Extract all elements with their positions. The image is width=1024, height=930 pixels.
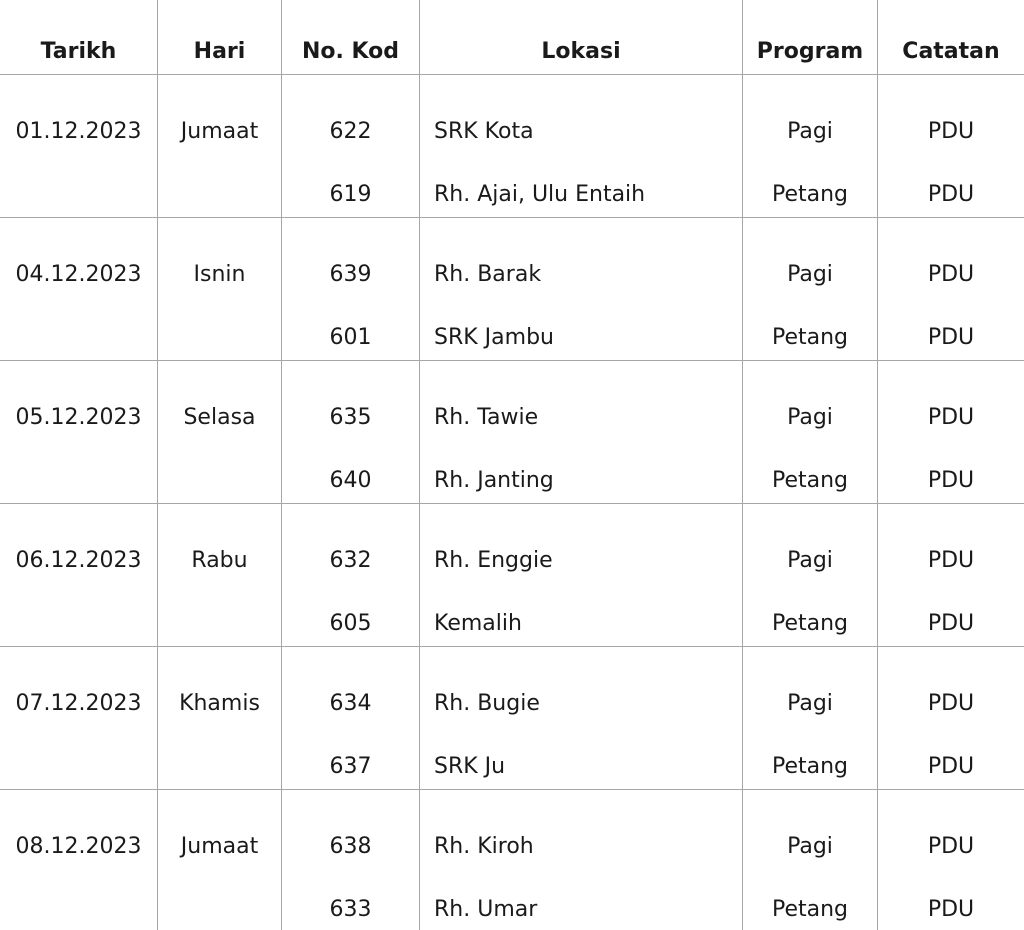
location-cell — [420, 647, 743, 789]
day-cell — [158, 647, 282, 789]
column-header-label: Program — [756, 39, 864, 64]
code-value-morning: 622 — [329, 119, 372, 144]
note-cell — [878, 218, 1024, 360]
code-cell — [282, 504, 420, 646]
location-value-afternoon: Rh. Janting — [434, 468, 554, 493]
code-cell — [282, 75, 420, 217]
program-value-afternoon: Petang — [771, 754, 849, 779]
code-value-morning: 632 — [329, 548, 372, 573]
code-value-morning: 638 — [329, 834, 372, 859]
day-value: Jumaat — [180, 119, 259, 144]
note-value-morning: PDU — [927, 405, 975, 430]
column-header-label: Hari — [193, 39, 246, 64]
note-value-morning: PDU — [927, 691, 975, 716]
program-cell — [743, 75, 878, 217]
program-cell — [743, 504, 878, 646]
note-cell — [878, 75, 1024, 217]
program-cell — [743, 361, 878, 503]
note-value-morning: PDU — [927, 262, 975, 287]
location-value-morning: Rh. Enggie — [434, 548, 553, 573]
code-cell — [282, 361, 420, 503]
note-value-morning: PDU — [927, 548, 975, 573]
date-value: 05.12.2023 — [15, 405, 142, 430]
day-cell — [158, 504, 282, 646]
note-cell — [878, 361, 1024, 503]
date-cell — [0, 647, 158, 789]
code-value-afternoon: 619 — [329, 182, 372, 207]
date-value: 08.12.2023 — [15, 834, 142, 859]
date-value: 01.12.2023 — [15, 119, 142, 144]
date-value: 06.12.2023 — [15, 548, 142, 573]
code-value-afternoon: 640 — [329, 468, 372, 493]
table-row — [0, 646, 1024, 789]
location-cell — [420, 504, 743, 646]
day-value: Isnin — [193, 262, 246, 287]
program-value-afternoon: Petang — [771, 182, 849, 207]
column-header-no-kod — [282, 0, 420, 74]
code-value-afternoon: 637 — [329, 754, 372, 779]
code-value-morning: 639 — [329, 262, 372, 287]
date-value: 07.12.2023 — [15, 691, 142, 716]
program-value-morning: Pagi — [787, 262, 833, 287]
column-header-label: No. Kod — [301, 39, 400, 64]
note-value-morning: PDU — [927, 834, 975, 859]
column-header-label: Tarikh — [40, 39, 117, 64]
note-value-afternoon: PDU — [927, 325, 975, 350]
code-value-afternoon: 601 — [329, 325, 372, 350]
location-cell — [420, 218, 743, 360]
table-row — [0, 503, 1024, 646]
program-value-morning: Pagi — [787, 119, 833, 144]
date-value: 04.12.2023 — [15, 262, 142, 287]
program-cell — [743, 790, 878, 930]
date-cell — [0, 504, 158, 646]
program-value-morning: Pagi — [787, 834, 833, 859]
note-cell — [878, 790, 1024, 930]
column-header-tarikh — [0, 0, 158, 74]
column-header-label: Catatan — [902, 39, 1000, 64]
column-header-catatan — [878, 0, 1024, 74]
date-cell — [0, 790, 158, 930]
code-cell — [282, 218, 420, 360]
program-value-morning: Pagi — [787, 691, 833, 716]
day-value: Selasa — [183, 405, 256, 430]
program-cell — [743, 647, 878, 789]
day-cell — [158, 790, 282, 930]
location-cell — [420, 790, 743, 930]
note-value-afternoon: PDU — [927, 468, 975, 493]
program-cell — [743, 218, 878, 360]
program-value-afternoon: Petang — [771, 611, 849, 636]
location-value-morning: Rh. Tawie — [434, 405, 539, 430]
code-cell — [282, 647, 420, 789]
code-cell — [282, 790, 420, 930]
note-value-afternoon: PDU — [927, 897, 975, 922]
program-value-afternoon: Petang — [771, 468, 849, 493]
date-cell — [0, 218, 158, 360]
column-header-hari — [158, 0, 282, 74]
location-value-morning: SRK Kota — [434, 119, 534, 144]
column-header-program — [743, 0, 878, 74]
date-cell — [0, 75, 158, 217]
location-value-afternoon: SRK Jambu — [434, 325, 554, 350]
column-header-lokasi — [420, 0, 743, 74]
day-cell — [158, 218, 282, 360]
table-row — [0, 74, 1024, 217]
location-cell — [420, 361, 743, 503]
location-value-afternoon: Kemalih — [434, 611, 522, 636]
note-value-afternoon: PDU — [927, 754, 975, 779]
location-value-afternoon: SRK Ju — [434, 754, 506, 779]
code-value-morning: 635 — [329, 405, 372, 430]
program-value-morning: Pagi — [787, 405, 833, 430]
note-value-afternoon: PDU — [927, 182, 975, 207]
day-value: Khamis — [179, 691, 260, 716]
program-value-morning: Pagi — [787, 548, 833, 573]
day-cell — [158, 75, 282, 217]
note-cell — [878, 504, 1024, 646]
day-value: Jumaat — [180, 834, 259, 859]
location-value-afternoon: Rh. Ajai, Ulu Entaih — [434, 182, 646, 207]
note-value-afternoon: PDU — [927, 611, 975, 636]
location-value-morning: Rh. Kiroh — [434, 834, 534, 859]
program-value-afternoon: Petang — [771, 325, 849, 350]
table-row — [0, 217, 1024, 360]
location-value-morning: Rh. Barak — [434, 262, 542, 287]
day-cell — [158, 361, 282, 503]
code-value-afternoon: 633 — [329, 897, 372, 922]
day-value: Rabu — [191, 548, 248, 573]
table-body — [0, 74, 1024, 930]
table-row — [0, 789, 1024, 930]
location-cell — [420, 75, 743, 217]
date-cell — [0, 361, 158, 503]
program-value-afternoon: Petang — [771, 897, 849, 922]
note-value-morning: PDU — [927, 119, 975, 144]
location-value-afternoon: Rh. Umar — [434, 897, 538, 922]
table-header-row — [0, 0, 1024, 74]
note-cell — [878, 647, 1024, 789]
code-value-afternoon: 605 — [329, 611, 372, 636]
column-header-label: Lokasi — [541, 39, 621, 64]
table-row — [0, 360, 1024, 503]
code-value-morning: 634 — [329, 691, 372, 716]
location-value-morning: Rh. Bugie — [434, 691, 540, 716]
